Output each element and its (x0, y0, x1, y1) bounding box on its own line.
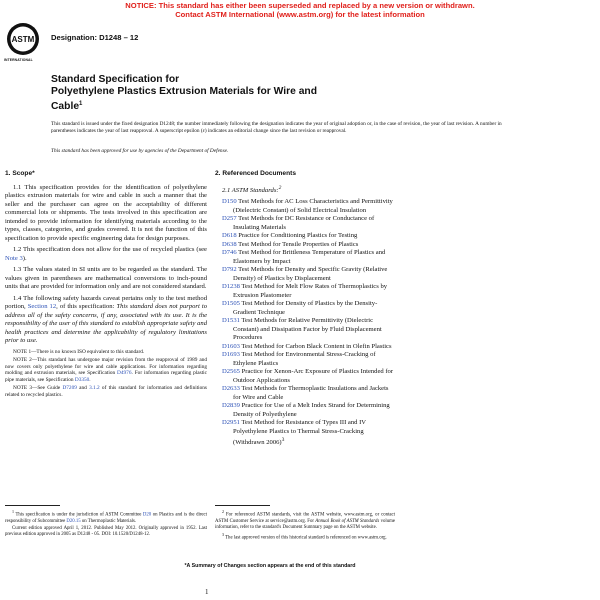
notice-line-1: NOTICE: This standard has either been superseded and replaced by a new version or withdrawn. (125, 1, 475, 10)
references-heading: 2. Referenced Documents (215, 170, 296, 177)
title-footnote-mark: 1 (79, 101, 83, 107)
astm-standards-subheading: 2.1 ASTM Standards:$^2$ (222, 184, 282, 194)
reference-title: Test Methods for Thermoplastic Insulations and Jackets for Wire and Cable (233, 385, 389, 401)
reference-code-link[interactable]: D1693 (222, 351, 240, 359)
reference-item (215, 402, 395, 419)
reference-item (215, 343, 395, 352)
reference-code-link[interactable]: D638 (222, 240, 237, 248)
reference-code-link[interactable]: D2565 (222, 368, 240, 376)
reference-list (215, 198, 395, 448)
page-title (51, 74, 381, 113)
reference-title: Test Method for Carbon Black Content in Olefin Plastics (239, 342, 392, 350)
reference-title: Test Method for Density of Plastics by the Density-Gradient Technique (233, 300, 378, 316)
footnote-3: $^3$ The last approved version of this historical standard is referenced on www.astm.org. (222, 531, 387, 541)
reference-code-link[interactable]: D746 (222, 249, 237, 257)
reference-title: Practice for Conditioning Plastics for Testing (236, 232, 358, 240)
title-line-3: Cable$^1$ (51, 101, 83, 112)
designation: Designation: D1248 – 12 (51, 33, 139, 42)
reference-title: Test Methods for DC Resistance or Conductance of Insulating Materials (233, 215, 375, 231)
reference-code-link[interactable]: D1505 (222, 300, 240, 308)
section-12-link[interactable]: Section 12 (27, 303, 57, 310)
reference-title: Test Method for Environmental Stress-Cracking of Ethylene Plastics (233, 351, 376, 367)
reference-title: Test Method for Brittleness Temperature of Plastics and Elastomers by Impact (233, 249, 386, 265)
notice-line-2: Contact ASTM International (www.astm.org) for the latest information (175, 10, 425, 19)
reference-code-link[interactable]: D792 (222, 266, 237, 274)
footnote-rule-right (215, 505, 270, 506)
reference-title: Practice for Xenon-Arc Exposure of Plastics Intended for Outdoor Applications (233, 368, 394, 384)
footnote-1: $^1$ This specification is under the jurisdiction of ASTM Committee D20 on Plastics and is the direct responsibility of Subcommittee D20.15 on Thermoplastic Materials. (5, 509, 207, 524)
reference-title: Test Method for Melt Flow Rates of Thermoplastics by Extrusion Plastometer (233, 283, 388, 299)
reference-item (215, 317, 395, 343)
reference-code-link[interactable]: D2951 (222, 419, 240, 427)
d3350-link[interactable]: D3350 (74, 376, 90, 383)
footnotes-left (5, 509, 207, 539)
logo-mark: ASTM (11, 35, 35, 44)
reference-item (215, 198, 395, 215)
withdrawn-footnote-mark: 3 (281, 437, 285, 444)
reference-title: Test Methods for Density and Specific Gravity (Relative Density) of Plastics by Displacement (233, 266, 388, 282)
page-number: 1 (205, 588, 209, 596)
defense-note: This standard has been approved for use by agencies of the Department of Defense. (51, 148, 229, 154)
summary-of-changes-note: *A Summary of Changes section appears at the end of this standard (184, 563, 356, 569)
reference-item (215, 241, 395, 250)
reference-item (215, 351, 395, 368)
d20-15-link[interactable]: D20.15 (66, 518, 81, 524)
footnote-2: $^2$ For referenced ASTM standards, visit the ASTM website, www.astm.org, or contact ASTM Customer Service at service@astm.org. For Annual Book of ASTM Standards volume information, refer to the standard's Document Summary page on the ASTM website. (215, 509, 395, 530)
title-line-2: Polyethylene Plastics Extrusion Materials for Wire and (51, 86, 317, 97)
reference-item (215, 232, 395, 241)
reference-code-link[interactable]: D1238 (222, 283, 240, 291)
d20-link[interactable]: D20 (142, 512, 152, 518)
issued-note: This standard is issued under the fixed designation D1248; the number immediately following the designation indicates the year of original adoption or, in the case of revision, the year of last revision. A number in parentheses indicates the year of last reapproval. A superscript epsilon (ε) indicates an editorial change since the last revision or reapproval. (51, 121, 502, 134)
d7209-link[interactable]: D7209 (62, 385, 77, 391)
scope-1-2: 1.2 This specification does not allow for the use of recycled plastics (see Note 3). (5, 246, 207, 262)
reference-title: Test Methods for Relative Permittivity (Dielectric Constant) and Dissipation Factor by Fluid Displacement Procedures (233, 317, 382, 342)
footnotes-right (215, 509, 395, 542)
reference-code-link[interactable]: D2633 (222, 385, 240, 393)
reference-code-link[interactable]: D257 (222, 215, 237, 223)
reference-code-link[interactable]: D1603 (222, 342, 240, 350)
reference-item (215, 300, 395, 317)
scope-section (5, 170, 207, 400)
scope-heading: 1. Scope* (5, 170, 35, 177)
referenced-documents-section (215, 170, 395, 448)
reference-item (215, 249, 395, 266)
notice-banner (0, 1, 600, 19)
title-line-1: Standard Specification for (51, 74, 180, 85)
astm-logo-icon (6, 22, 40, 56)
scope-1-1: 1.1 This specification provides for the identification of polyethylene plastics extrusion materials for wire and cable in such a manner that the seller and the purchaser can agree on the acceptability of different commercial lots or shipments. The tests involved in this specification are intended to provide information for identifying materials according to the types, classes, categories, and grades covered. It is not the function of this specification to provide specific engineering data for design purposes. (5, 183, 207, 242)
reference-title: Test Methods for AC Loss Characteristics and Permittivity (Dielectric Constant) of Solid Electrical Insulation (233, 198, 393, 214)
scope-1-4: 1.4 The following safety hazards caveat pertains only to the test method portion, Section 12, of this specification: This standard does not purport to address all of the safety concerns, if any, associated with its use. It is the responsibility of the user of this standard to establish appropriate safety and health practices and determine the applicability of regulatory limitations prior to use. (5, 294, 207, 344)
logo-caption: INTERNATIONAL (4, 58, 33, 62)
footnote-edition: Current edition approved April 1, 2012. Published May 2012. Originally approved in 1952. Last previous edition approved in 2005 as D1248 - 05. DOI: 10.1520/D1248-12. (5, 525, 207, 537)
reference-code-link[interactable]: D2839 (222, 402, 240, 410)
scope-1-3: 1.3 The values stated in SI units are to be regarded as the standard. The values given in parentheses are mathematical conversions to inch-pound units that are provided for information only and are not considered standard. (5, 266, 207, 290)
section-3-1-2-link[interactable]: 3.1.2 (89, 385, 100, 391)
reference-title: Test Method for Resistance of Types III and IV Polyethylene Plastics to Thermal Stress-Cracking (Withdrawn 2006) (233, 419, 366, 447)
note-3: NOTE 3—See Guide D7209 and 3.1.2 of this standard for information and definitions related to recycled plastics. (5, 385, 207, 398)
reference-code-link[interactable]: D1531 (222, 317, 240, 325)
reference-item (215, 385, 395, 402)
note-1: NOTE 1—There is no known ISO equivalent to this standard. (13, 348, 145, 355)
reference-code-link[interactable]: D618 (222, 232, 237, 240)
reference-item (215, 215, 395, 232)
reference-item (215, 368, 395, 385)
reference-title: Practice for Use of a Melt Index Strand for Determining Density of Polyethylene (233, 402, 390, 418)
reference-item (215, 419, 395, 448)
footnote-rule-left (5, 505, 60, 506)
note-3-link[interactable]: Note 3 (5, 254, 23, 262)
reference-title: Test Method for Tensile Properties of Plastics (236, 240, 359, 248)
d4976-link[interactable]: D4976 (117, 370, 132, 376)
reference-code-link[interactable]: D150 (222, 198, 237, 206)
reference-item (215, 266, 395, 283)
note-2: NOTE 2—This standard has undergone major revision from the reapproval of 1989 and now covers only polyethylene for wire and cable applications. For information regarding molding and extrusion materials, see Specification D4976. For information regarding plastic pipe materials, see Specification D3350. (5, 357, 207, 383)
reference-item (215, 283, 395, 300)
